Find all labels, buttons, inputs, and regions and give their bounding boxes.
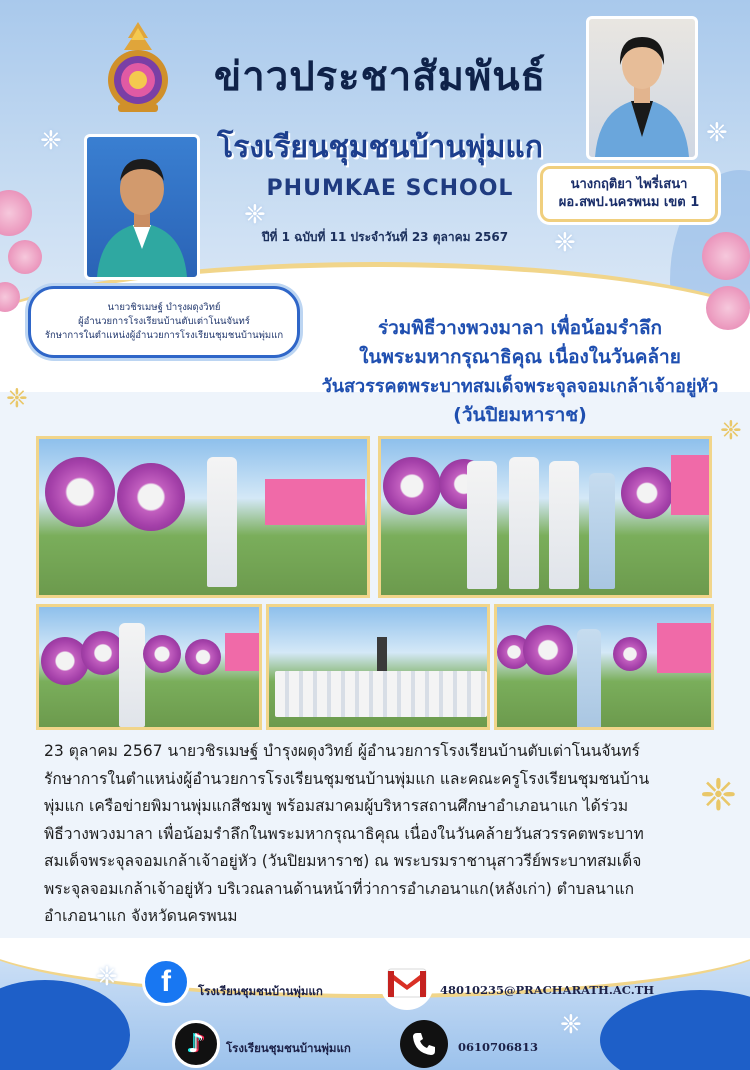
headline-line: ร่วมพิธีวางพวงมาลา เพื่อน้อมรำลึก bbox=[377, 317, 663, 339]
event-photo bbox=[36, 436, 370, 598]
newsletter-title: ข่าวประชาสัมพันธ์ bbox=[213, 53, 547, 100]
director-acting-position: รักษาการในตำแหน่งผู้อำนวยการโรงเรียนชุมชนบ้านพุ่มแก bbox=[44, 330, 284, 341]
snowflake-ornament-icon: ❈ bbox=[706, 118, 728, 148]
gold-ornament-icon: ❈ bbox=[720, 416, 742, 446]
snowflake-ornament-icon: ❈ bbox=[40, 126, 62, 156]
director-info-card bbox=[28, 286, 300, 358]
snowflake-ornament-icon: ❈ bbox=[554, 228, 576, 258]
email-address[interactable]: 48010235@PRACHARATH.AC.TH bbox=[440, 983, 655, 997]
news-headline bbox=[300, 314, 740, 430]
gmail-icon[interactable] bbox=[380, 956, 434, 1010]
snowflake-ornament-icon: ❈ bbox=[96, 962, 118, 992]
snowflake-ornament-icon: ❈ bbox=[244, 200, 266, 230]
phone-icon[interactable] bbox=[400, 1020, 448, 1068]
officer-name-card bbox=[540, 166, 718, 222]
body-line: พุ่มแก เครือข่ายพิมานพุ่มแกสีชมพู พร้อมสมาคมผู้บริหารสถานศึกษาอำเภอนาแก ได้ร่วม bbox=[44, 797, 629, 815]
event-photo bbox=[266, 604, 490, 730]
headline-line: (วันปิยมหาราช) bbox=[453, 404, 587, 426]
news-body bbox=[44, 738, 714, 931]
school-emblem-logo bbox=[104, 20, 172, 114]
school-name-thai: โรงเรียนชุมชนบ้านพุ่มแก bbox=[217, 130, 543, 165]
headline-line: วันสวรรคตพระบาทสมเด็จพระจุลจอมเกล้าเจ้าอยู่หัว bbox=[321, 376, 719, 397]
officer-position: ผอ.สพป.นครพนม เขต 1 bbox=[558, 195, 700, 210]
officer-portrait-photo bbox=[586, 16, 698, 160]
gold-ornament-icon: ❈ bbox=[700, 770, 737, 821]
director-position: ผู้อำนวยการโรงเรียนบ้านตับเต่าโนนจันทร์ bbox=[78, 316, 250, 327]
tiktok-account-name[interactable]: โรงเรียนชุมชนบ้านพุ่มแก bbox=[226, 1041, 351, 1055]
body-line: 23 ตุลาคม 2567 นายวชิรเมษฐ์ บำรุงผดุงวิทย์ ผู้อำนวยการโรงเรียนบ้านตับเต่าโนนจันทร์ bbox=[44, 742, 640, 760]
director-portrait-photo bbox=[84, 134, 200, 280]
body-line: สมเด็จพระจุลจอมเกล้าเจ้าอยู่หัว (วันปิยมหาราช) ณ พระบรมราชานุสาวรีย์พระบาทสมเด็จ bbox=[44, 852, 642, 870]
body-line: รักษาการในตำแหน่งผู้อำนวยการโรงเรียนชุมชนบ้านพุ่มแก และคณะครูโรงเรียนชุมชนบ้าน bbox=[44, 769, 650, 788]
tiktok-icon[interactable]: ♪ bbox=[172, 1020, 220, 1068]
school-name-english: PHUMKAE SCHOOL bbox=[266, 176, 514, 201]
facebook-icon[interactable]: f bbox=[142, 958, 190, 1006]
headline-line: ในพระมหากรุณาธิคุณ เนื่องในวันคล้าย bbox=[359, 346, 681, 368]
facebook-page-name[interactable]: โรงเรียนชุมชนบ้านพุ่มแก bbox=[198, 984, 323, 998]
snowflake-ornament-icon: ❈ bbox=[560, 1010, 582, 1040]
gold-ornament-icon: ❈ bbox=[6, 384, 28, 414]
body-line: อำเภอนาแก จังหวัดนครพนม bbox=[44, 907, 238, 925]
officer-name: นางกฤติยา ไพรี่เสนา bbox=[570, 177, 688, 192]
event-photo bbox=[494, 604, 714, 730]
decorative-flower bbox=[702, 232, 750, 280]
issue-info: ปีที่ 1 ฉบับที่ 11 ประจำวันที่ 23 ตุลาคม 2567 bbox=[261, 230, 509, 244]
decorative-flower bbox=[8, 240, 42, 274]
event-photo bbox=[378, 436, 712, 598]
director-name: นายวชิรเมษฐ์ บำรุงผดุงวิทย์ bbox=[107, 302, 221, 313]
event-photo bbox=[36, 604, 262, 730]
body-line: พระจุลจอมเกล้าเจ้าอยู่หัว บริเวณลานด้านหน้าที่ว่าการอำเภอนาแก(หลังเก่า) ตำบลนาแก bbox=[44, 879, 635, 898]
phone-number[interactable]: 0610706813 bbox=[458, 1040, 539, 1054]
body-line: พิธีวางพวงมาลา เพื่อน้อมรำลึกในพระมหากรุณาธิคุณ เนื่องในวันคล้ายวันสวรรคตพระบาท bbox=[44, 824, 644, 843]
